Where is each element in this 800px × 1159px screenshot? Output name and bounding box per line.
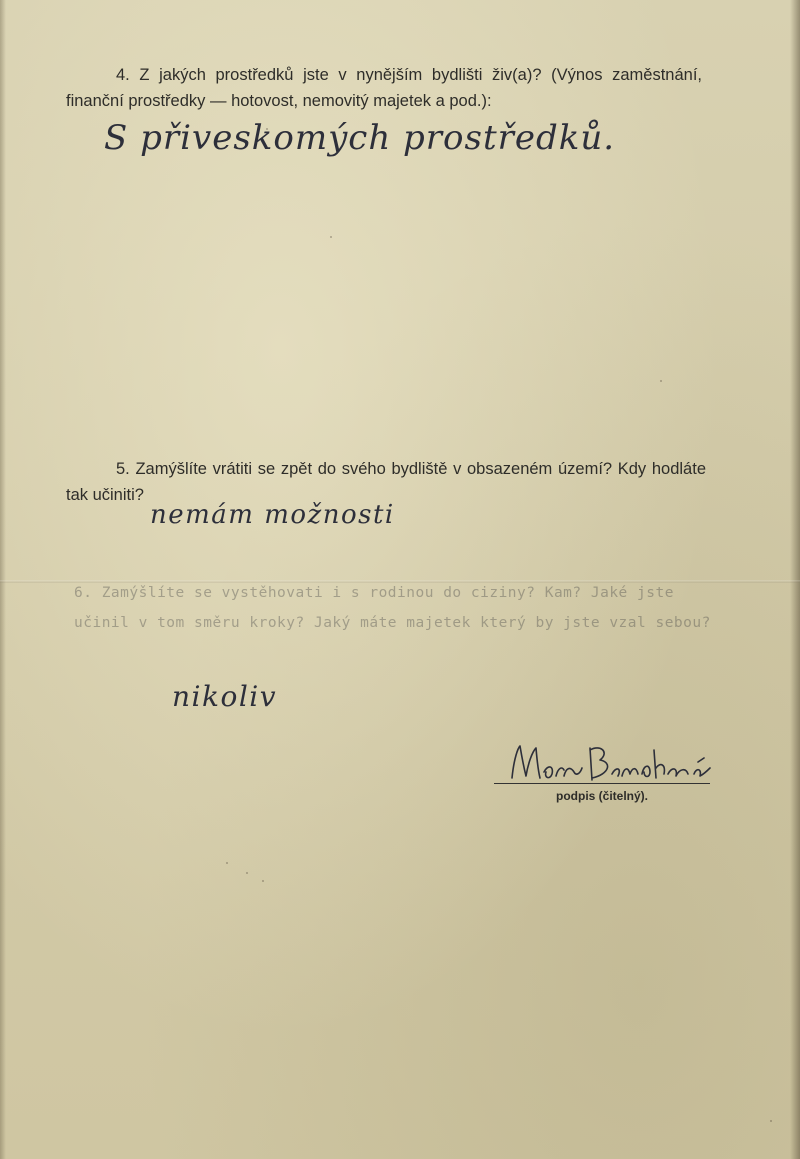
signature-label: podpis (čitelný).	[556, 789, 649, 803]
question-4-handwritten-answer: S přiveskomých prostředků.	[104, 118, 616, 158]
signature-line	[494, 783, 710, 784]
paper-speck	[266, 128, 268, 130]
paper-speck	[226, 862, 228, 864]
paper-speck	[660, 380, 662, 382]
paper-speck	[770, 1120, 772, 1122]
paper-speck	[330, 236, 332, 238]
question-4-number: 4.	[116, 66, 130, 84]
question-6-typewritten: 6. Zamýšlíte se vystěhovati i s rodinou do ciziny? Kam? Jaké jste učinil v tom směru kroky? Jaký máte majetek který by jste vzal sebou?	[74, 585, 711, 631]
question-5-handwritten-answer: nemám možnosti	[150, 500, 395, 530]
question-4	[66, 62, 702, 114]
question-4-text: Z jakých prostředků jste v nynějším bydlišti živ(a)? (Výnos zaměstnání, finanční prostředky — hotovost, nemovitý majetek a pod.):	[66, 66, 702, 110]
question-5-number: 5.	[116, 460, 130, 478]
question-6-handwritten-answer: nikoliv	[172, 680, 278, 713]
paper-speck	[246, 872, 248, 874]
paper-speck	[262, 880, 264, 882]
question-5-text: Zamýšlíte vrátiti se zpět do svého bydliště v obsazeném území? Kdy hodláte tak učiniti?	[66, 460, 706, 504]
